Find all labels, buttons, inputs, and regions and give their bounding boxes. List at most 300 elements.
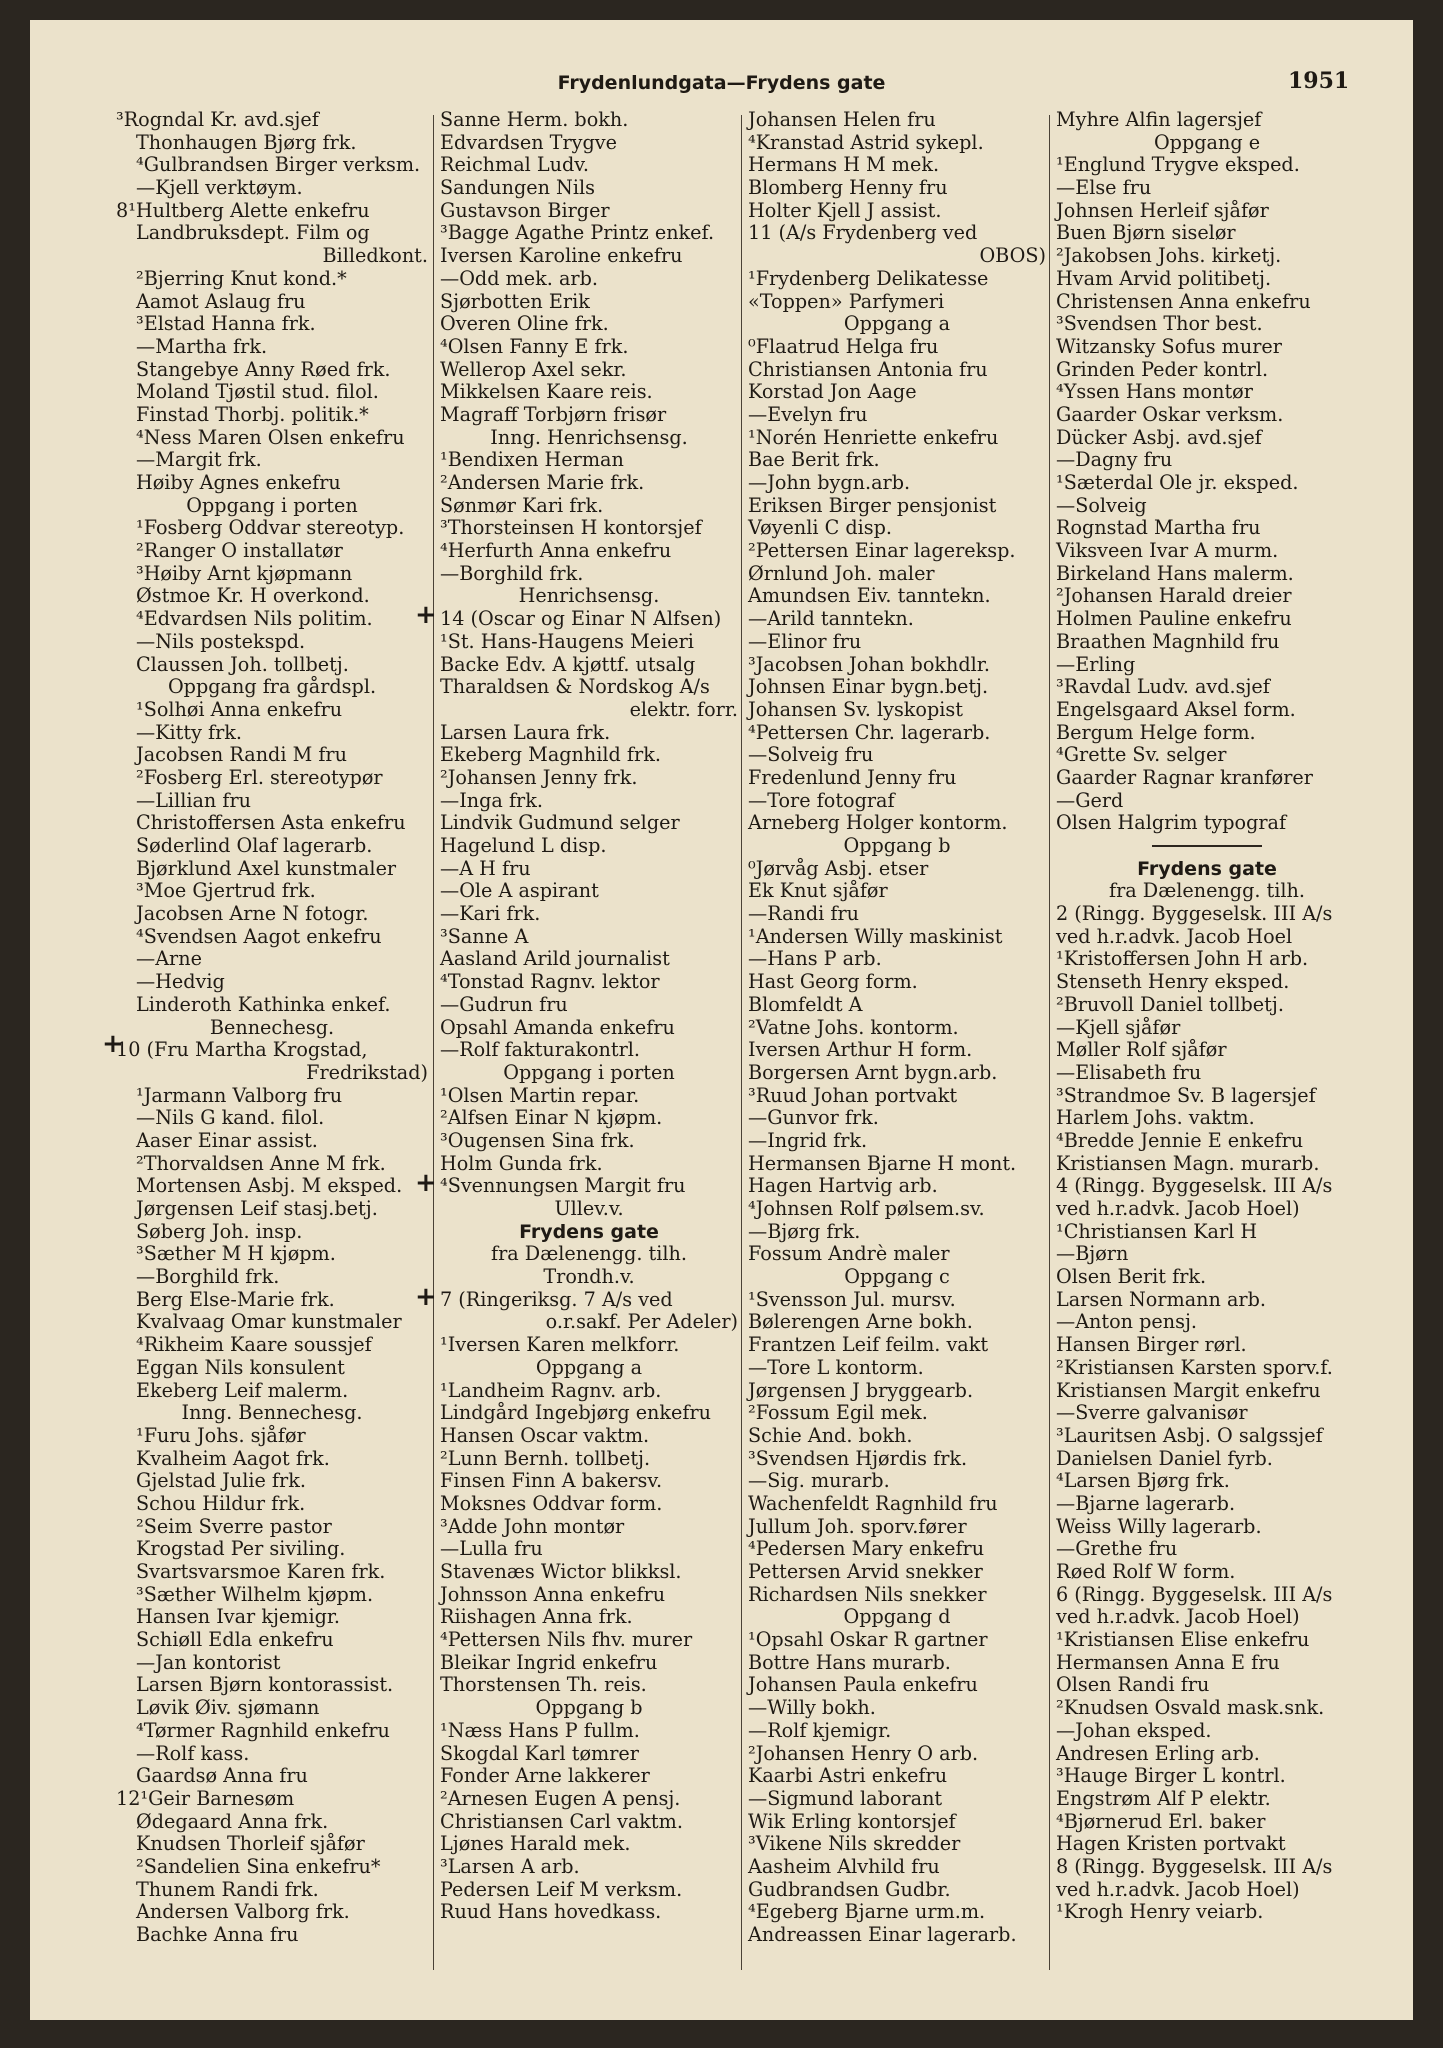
directory-entry: —Borghild frk.: [440, 561, 584, 585]
building-entry: 14 (Oscar og Einar N Alfsen): [440, 607, 722, 631]
directory-entry: Bachke Anna fru: [136, 1923, 299, 1946]
directory-entry: Fossum Andrè maler: [748, 1242, 950, 1266]
directory-entry: Kristiansen Margit enkefru: [1056, 1378, 1321, 1402]
directory-entry: Andersen Valborg frk.: [136, 1900, 350, 1924]
section-label: Trondh.v.: [543, 1265, 635, 1289]
directory-entry: ²Seim Sverre pastor: [136, 1514, 332, 1538]
directory-entry: ²Vatne Johs. kontorm.: [748, 1015, 959, 1039]
directory-entry: Fredenlund Jenny fru: [748, 765, 957, 789]
street-heading: Frydens gate: [1137, 857, 1277, 880]
directory-entry: ¹Solhøi Anna enkefru: [136, 697, 343, 721]
directory-entry: Richardsen Nils snekker: [748, 1582, 987, 1606]
directory-entry: ⁴Tørmer Ragnhild enkefru: [136, 1718, 390, 1742]
directory-entry: Mikkelsen Kaare reis.: [440, 380, 653, 404]
directory-entry: ²Johansen Harald dreier: [1056, 584, 1292, 608]
directory-entry: ²Sandelien Sina enkefru*: [136, 1854, 381, 1878]
directory-entry: Holter Kjell J assist.: [748, 198, 942, 222]
directory-entry: Sønmør Kari frk.: [440, 493, 604, 517]
directory-entry: —Ingrid frk.: [748, 1128, 868, 1152]
section-label: Oppgang a: [535, 1355, 643, 1379]
directory-entry: Olsen Halgrim typograf: [1056, 811, 1287, 835]
directory-entry: ¹Frydenberg Delikatesse: [748, 266, 989, 290]
directory-entry: Ek Knut sjåfør: [748, 879, 888, 903]
directory-entry: Svartsvarsmoe Karen frk.: [136, 1560, 386, 1583]
directory-entry: Christensen Anna enkefru: [1056, 289, 1311, 313]
directory-entry: Reichmal Ludv.: [440, 153, 589, 177]
section-label: Oppgang c: [844, 1265, 950, 1289]
directory-entry: Iversen Arthur H form.: [748, 1038, 973, 1062]
directory-entry: ²Bruvoll Daniel tollbetj.: [1056, 992, 1284, 1016]
section-label: Oppgang i porten: [186, 493, 358, 517]
directory-entry: —Solveig fru: [748, 743, 874, 767]
directory-entry: —Arne: [136, 947, 202, 971]
directory-entry: Ekeberg Leif malerm.: [136, 1378, 349, 1402]
directory-entry: Skogdal Karl tømrer: [440, 1741, 639, 1765]
cross-street-mark: +: [415, 1168, 437, 1198]
directory-entry: Kvalheim Aagot frk.: [136, 1446, 330, 1470]
directory-entry: ²Andersen Marie frk.: [440, 471, 645, 494]
directory-entry: ¹Englund Trygve eksped.: [1056, 153, 1300, 177]
directory-entry: ¹Bendixen Herman: [440, 448, 624, 472]
directory-entry: Jørgensen J bryggearb.: [748, 1378, 974, 1402]
directory-entry: Backe Edv. A kjøttf. utsalg: [440, 652, 696, 676]
directory-entry: ³Sæther M H kjøpm.: [136, 1242, 336, 1266]
entry-continuation: Fredrikstad): [306, 1060, 428, 1084]
directory-entry: Sanne Herm. bokh.: [440, 108, 629, 131]
directory-entry: ⁴Herfurth Anna enkefru: [440, 539, 672, 563]
directory-entry: Stenseth Henry eksped.: [1056, 970, 1290, 994]
directory-entry: Borgersen Arnt bygn.arb.: [748, 1060, 998, 1084]
directory-entry: Riishagen Anna frk.: [440, 1605, 633, 1629]
building-entry: 11 (A/s Frydenberg ved: [748, 221, 978, 245]
directory-entry: ²Ranger O installatør: [136, 539, 343, 563]
directory-entry: —Tore fotograf: [748, 788, 895, 812]
building-entry: 12¹Geir Barnesøm: [116, 1786, 295, 1810]
directory-entry: ⁴Pedersen Mary enkefru: [748, 1537, 985, 1561]
directory-entry: —Ole A aspirant: [440, 879, 599, 903]
directory-entry: Wachenfeldt Ragnhild fru: [748, 1491, 998, 1515]
directory-entry: Bergum Helge form.: [1056, 720, 1256, 744]
directory-entry: Hermansen Anna E fru: [1056, 1650, 1280, 1674]
section-label: Bennechesg.: [209, 1015, 335, 1039]
directory-column-2: [440, 109, 738, 1924]
directory-entry: ved h.r.advk. Jacob Hoel): [1056, 1197, 1300, 1220]
directory-entry: Pedersen Leif M verksm.: [440, 1877, 683, 1901]
section-label: Ullev.v.: [554, 1197, 624, 1220]
directory-entry: Korstad Jon Aage: [748, 380, 917, 404]
directory-entry: Overen Oline frk.: [440, 312, 609, 336]
directory-entry: —Kari frk.: [440, 902, 541, 926]
directory-entry: ⁴Ness Maren Olsen enkefru: [136, 425, 405, 449]
directory-entry: ⁰Flaatrud Helga fru: [748, 334, 939, 358]
directory-entry: Bjørklund Axel kunstmaler: [136, 856, 397, 880]
directory-entry: —Tore L kontorm.: [748, 1355, 924, 1379]
directory-entry: Ørnlund Joh. maler: [748, 561, 935, 585]
directory-entry: ²Bjerring Knut kond.*: [136, 266, 347, 290]
directory-entry: ¹St. Hans-Haugens Meieri: [440, 629, 694, 653]
directory-entry: ¹Christiansen Karl H: [1056, 1219, 1258, 1243]
directory-entry: ³Høiby Arnt kjøpmann: [136, 561, 353, 585]
directory-entry: —Inga frk.: [440, 788, 543, 812]
directory-entry: ³Vikene Nils skredder: [748, 1832, 961, 1856]
directory-entry: —Sverre galvanisør: [1056, 1401, 1248, 1425]
directory-entry: ²Fossum Egil mek.: [748, 1401, 928, 1425]
directory-entry: Hagen Hartvig arb.: [748, 1174, 938, 1198]
directory-entry: Hagen Kristen portvakt: [1056, 1832, 1286, 1856]
directory-entry: —Sigmund laborant: [748, 1786, 943, 1810]
directory-entry: Bae Berit frk.: [748, 448, 880, 472]
street-heading: Frydens gate: [519, 1220, 659, 1243]
section-label: Oppgang d: [843, 1605, 951, 1629]
cross-street-mark: +: [102, 1029, 124, 1059]
directory-entry: —Rolf kass.: [136, 1741, 250, 1765]
directory-entry: ²Pettersen Einar lagereksp.: [748, 539, 1016, 563]
directory-entry: Jacobsen Arne N fotogr.: [136, 902, 369, 926]
section-divider: [1056, 835, 1358, 858]
directory-entry: Høiby Agnes enkefru: [136, 471, 341, 494]
directory-entry: Pettersen Arvid snekker: [748, 1560, 983, 1583]
directory-entry: —Nils G kand. filol.: [136, 1106, 325, 1130]
directory-entry: ⁰Jørvåg Asbj. etser: [748, 856, 929, 880]
directory-entry: ⁴Pettersen Chr. lagerarb.: [748, 720, 991, 744]
directory-entry: Møller Rolf sjåfør: [1056, 1038, 1227, 1062]
directory-entry: Linderoth Kathinka enkef.: [136, 992, 391, 1016]
directory-entry: Edvardsen Trygve: [440, 130, 617, 154]
directory-entry: ³Bagge Agathe Printz enkef.: [440, 221, 715, 245]
section-label: Henrichsensg.: [518, 584, 660, 608]
directory-entry: Schou Hildur frk.: [136, 1491, 306, 1515]
directory-entry: —John bygn.arb.: [748, 471, 911, 494]
directory-entry: Hast Georg form.: [748, 970, 918, 994]
entry-continuation: OBOS): [979, 244, 1046, 268]
building-entry: 10 (Fru Martha Krogstad,: [116, 1038, 368, 1062]
directory-entry: ³Elstad Hanna frk.: [136, 312, 316, 336]
directory-entry: Claussen Joh. tollbetj.: [136, 652, 349, 676]
directory-entry: Gaardsø Anna fru: [136, 1764, 308, 1788]
directory-entry: Gudbrandsen Gudbr.: [748, 1877, 951, 1901]
directory-entry: ¹Sæterdal Ole jr. eksped.: [1056, 471, 1299, 494]
directory-entry: Bottre Hans murarb.: [748, 1650, 951, 1674]
directory-entry: ⁴Rikheim Kaare soussjef: [136, 1333, 372, 1357]
directory-entry: Ljønes Harald mek.: [440, 1832, 631, 1856]
directory-entry: —Lillian fru: [136, 788, 252, 812]
directory-entry: —Arild tanntekn.: [748, 607, 914, 631]
directory-entry: Aaser Einar assist.: [136, 1128, 318, 1152]
directory-entry: Braathen Magnhild fru: [1056, 629, 1280, 653]
directory-entry: Gjelstad Julie frk.: [136, 1469, 306, 1493]
directory-entry: Christoffersen Asta enkefru: [136, 811, 406, 835]
directory-entry: Magraff Torbjørn frisør: [440, 402, 667, 426]
directory-entry: Arneberg Holger kontorm.: [748, 811, 1008, 835]
directory-entry: —Randi fru: [748, 902, 860, 926]
directory-entry: ⁴Grette Sv. selger: [1056, 743, 1227, 767]
directory-entry: Tharaldsen & Nordskog A/s: [440, 675, 710, 699]
directory-entry: ¹Kristoffersen John H arb.: [1056, 947, 1309, 971]
directory-entry: —Grethe fru: [1056, 1537, 1178, 1561]
directory-entry: —Borghild frk.: [136, 1265, 280, 1289]
directory-entry: Schiøll Edla enkefru: [136, 1628, 334, 1652]
building-entry: ³Rogndal Kr. avd.sjef: [116, 108, 319, 131]
directory-entry: —Gerd: [1056, 788, 1124, 812]
directory-entry: —Erling: [1056, 652, 1136, 676]
directory-entry: ³Sæther Wilhelm kjøpm.: [136, 1582, 374, 1606]
directory-entry: Johnsen Herleif sjåfør: [1056, 198, 1269, 222]
directory-entry: ²Kristiansen Karsten sporv.f.: [1056, 1355, 1333, 1379]
directory-entry: Buen Bjørn siselør: [1056, 221, 1236, 245]
directory-entry: ³Strandmoe Sv. B lagersjef: [1056, 1083, 1316, 1107]
directory-entry: —Else fru: [1056, 176, 1152, 200]
directory-entry: Wellerop Axel sekr.: [440, 357, 627, 381]
directory-entry: ⁴Yssen Hans montør: [1056, 380, 1253, 404]
directory-entry: Frantzen Leif feilm. vakt: [748, 1333, 989, 1357]
directory-entry: ⁴Gulbrandsen Birger verksm.: [136, 153, 421, 177]
directory-entry: Kaarbi Astri enkefru: [748, 1764, 948, 1788]
directory-entry: ved h.r.advk. Jacob Hoel): [1056, 1877, 1300, 1901]
directory-entry: Sandungen Nils: [440, 176, 595, 200]
directory-entry: Gustavson Birger: [440, 198, 610, 222]
building-entry: 6 (Ringg. Byggeselsk. III A/s: [1056, 1582, 1333, 1606]
directory-entry: Ekeberg Magnhild frk.: [440, 743, 661, 767]
directory-entry: Viksveen Ivar A murm.: [1056, 539, 1279, 563]
directory-entry: Schie And. bokh.: [748, 1423, 913, 1447]
column-rule: [741, 115, 742, 1970]
directory-entry: Røed Rolf W form.: [1056, 1560, 1236, 1583]
section-label: Oppgang b: [535, 1696, 643, 1720]
directory-entry: ²Johansen Henry O arb.: [748, 1741, 979, 1765]
directory-entry: ³Lauritsen Asbj. O salgssjef: [1056, 1423, 1323, 1447]
directory-entry: Bølerengen Arne bokh.: [748, 1310, 973, 1334]
directory-entry: Christiansen Antonia fru: [748, 357, 988, 381]
directory-entry: ¹Næss Hans P fullm.: [440, 1718, 640, 1742]
directory-entry: ³Jacobsen Johan bokhdlr.: [748, 652, 990, 676]
directory-entry: ²Thorvaldsen Anne M frk.: [136, 1151, 386, 1175]
directory-entry: Hermans H M mek.: [748, 153, 940, 177]
entry-continuation: Billedkont.: [322, 244, 428, 268]
directory-entry: —Anton pensj.: [1056, 1310, 1198, 1334]
directory-entry: —Lulla fru: [440, 1537, 543, 1561]
column-rule: [1049, 115, 1050, 1970]
directory-entry: ³Thorsteinsen H kontorsjef: [440, 516, 702, 540]
directory-entry: —Gudrun fru: [440, 992, 568, 1016]
directory-entry: Jørgensen Leif stasj.betj.: [136, 1197, 378, 1220]
directory-entry: —Nils postekspd.: [136, 629, 306, 653]
section-label: Oppgang b: [843, 834, 951, 857]
directory-entry: Finstad Thorbj. politik.*: [136, 402, 369, 426]
directory-entry: Christiansen Carl vaktm.: [440, 1809, 683, 1833]
directory-entry: ²Knudsen Osvald mask.snk.: [1056, 1696, 1325, 1720]
directory-entry: —Hans P arb.: [748, 947, 882, 971]
directory-entry: Krogstad Per siviling.: [136, 1537, 346, 1561]
directory-entry: Mortensen Asbj. M eksped.: [136, 1174, 403, 1198]
directory-entry: —Rolf fakturakontrl.: [440, 1038, 641, 1062]
directory-entry: Andresen Erling arb.: [1056, 1741, 1260, 1765]
directory-entry: Stangebye Anny Røed frk.: [136, 357, 391, 381]
directory-entry: Johnsson Anna enkefru: [440, 1582, 666, 1606]
directory-column-4: [1056, 109, 1358, 1924]
directory-entry: ¹Jarmann Valborg fru: [136, 1083, 343, 1107]
directory-page: [30, 20, 1413, 2020]
directory-entry: ¹Fosberg Oddvar stereotyp.: [136, 516, 405, 540]
directory-entry: ²Fosberg Erl. stereotypør: [136, 765, 383, 789]
directory-entry: ³Ruud Johan portvakt: [748, 1083, 958, 1107]
directory-entry: Thunem Randi frk.: [136, 1877, 319, 1901]
directory-entry: Birkeland Hans malerm.: [1056, 561, 1294, 585]
directory-entry: Lindgård Ingebjørg enkefru: [440, 1401, 712, 1425]
building-entry: 4 (Ringg. Byggeselsk. III A/s: [1056, 1174, 1333, 1198]
building-entry: 7 (Ringeriksg. 7 A/s ved: [440, 1287, 673, 1311]
section-label: fra Dælenengg. tilh.: [1109, 879, 1305, 903]
directory-entry: ved h.r.advk. Jacob Hoel: [1056, 924, 1293, 948]
directory-entry: —Martha frk.: [136, 334, 268, 358]
directory-entry: Amundsen Eiv. tanntekn.: [748, 584, 991, 608]
directory-entry: ¹Furu Johs. sjåfør: [136, 1423, 306, 1447]
directory-entry: Bleikar Ingrid enkefru: [440, 1650, 658, 1674]
directory-entry: ⁴Johnsen Rolf pølsem.sv.: [748, 1197, 985, 1220]
directory-entry: ved h.r.advk. Jacob Hoel): [1056, 1605, 1300, 1629]
directory-entry: Olsen Randi fru: [1056, 1673, 1210, 1697]
directory-entry: ¹Norén Henriette enkefru: [748, 425, 999, 449]
directory-entry: —Bjørn: [1056, 1242, 1129, 1266]
cross-street-mark: +: [415, 600, 437, 630]
cross-street-mark: +: [415, 1282, 437, 1312]
directory-entry: Opsahl Amanda enkefru: [440, 1015, 675, 1039]
directory-entry: ¹Andersen Willy maskinist: [748, 924, 1003, 948]
directory-entry: Engstrøm Alf P elektr.: [1056, 1786, 1271, 1810]
directory-entry: Hvam Arvid politibetj.: [1056, 266, 1272, 290]
entry-continuation: elektr. forr.: [629, 697, 738, 721]
directory-entry: Knudsen Thorleif sjåfør: [136, 1832, 365, 1856]
directory-entry: Johansen Paula enkefru: [748, 1673, 978, 1697]
directory-entry: —Hedvig: [136, 970, 225, 994]
directory-entry: Kvalvaag Omar kunstmaler: [136, 1310, 402, 1334]
directory-entry: Aasland Arild journalist: [440, 947, 670, 971]
directory-entry: —Johan eksped.: [1056, 1718, 1212, 1742]
directory-entry: —Bjørg frk.: [748, 1219, 861, 1243]
directory-entry: Weiss Willy lagerarb.: [1056, 1514, 1262, 1538]
directory-entry: Lindvik Gudmund selger: [440, 811, 680, 835]
directory-entry: ³Hauge Birger L kontrl.: [1056, 1764, 1286, 1788]
directory-entry: Andreassen Einar lagerarb.: [748, 1923, 1017, 1946]
directory-entry: ⁴Larsen Bjørg frk.: [1056, 1469, 1230, 1493]
directory-entry: Sjørbotten Erik: [440, 289, 590, 313]
directory-column-1: [116, 109, 428, 1947]
directory-entry: Kristiansen Magn. murarb.: [1056, 1151, 1320, 1175]
directory-entry: —A H fru: [440, 856, 531, 880]
directory-entry: Iversen Karoline enkefru: [440, 244, 683, 268]
directory-entry: Myhre Alfin lagersjef: [1056, 108, 1262, 131]
directory-entry: ⁴Kranstad Astrid sykepl.: [748, 130, 984, 154]
directory-entry: Hansen Oscar vaktm.: [440, 1423, 650, 1447]
directory-entry: Aasheim Alvhild fru: [748, 1854, 940, 1878]
directory-entry: Holmen Pauline enkefru: [1056, 607, 1292, 631]
directory-entry: Aamot Aslaug fru: [136, 289, 306, 313]
directory-entry: ²Jakobsen Johs. kirketj.: [1056, 244, 1282, 268]
directory-entry: ³Ougensen Sina frk.: [440, 1128, 635, 1152]
directory-entry: —Elinor fru: [748, 629, 862, 653]
directory-entry: —Bjarne lagerarb.: [1056, 1491, 1236, 1515]
directory-entry: —Gunvor frk.: [748, 1106, 879, 1130]
directory-entry: ¹Svensson Jul. mursv.: [748, 1287, 956, 1311]
directory-entry: ⁴Edvardsen Nils politim.: [136, 607, 373, 631]
directory-entry: ³Ravdal Ludv. avd.sjef: [1056, 675, 1270, 699]
directory-entry: —Evelyn fru: [748, 402, 868, 426]
directory-entry: Grinden Peder kontrl.: [1056, 357, 1269, 381]
section-label: Oppgang fra gårdspl.: [167, 675, 377, 699]
directory-entry: Eggan Nils konsulent: [136, 1355, 345, 1379]
section-label: Oppgang a: [843, 312, 951, 336]
directory-entry: ¹Landheim Ragnv. arb.: [440, 1378, 662, 1402]
directory-entry: Harlem Johs. vaktm.: [1056, 1106, 1255, 1130]
directory-entry: Larsen Bjørn kontorassist.: [136, 1673, 394, 1697]
directory-entry: Ødegaard Anna frk.: [136, 1809, 329, 1833]
directory-entry: Danielsen Daniel fyrb.: [1056, 1446, 1273, 1470]
running-head: Frydenlundgata—Frydens gate: [557, 72, 886, 94]
directory-entry: Søderlind Olaf lagerarb.: [136, 834, 373, 857]
directory-entry: Engelsgaard Aksel form.: [1056, 697, 1296, 721]
section-label: Inng. Henrichsensg.: [490, 425, 688, 449]
directory-entry: ³Adde John montør: [440, 1514, 625, 1538]
directory-entry: Gaarder Oskar verksm.: [1056, 402, 1284, 426]
directory-entry: ²Alfsen Einar N kjøpm.: [440, 1106, 663, 1130]
directory-entry: Eriksen Birger pensjonist: [748, 493, 997, 517]
directory-entry: ³Larsen A arb.: [440, 1854, 580, 1878]
directory-entry: Blomberg Henny fru: [748, 176, 948, 200]
directory-entry: —Jan kontorist: [136, 1650, 281, 1674]
directory-entry: Ruud Hans hovedkass.: [440, 1900, 662, 1924]
section-label: fra Dælenengg. tilh.: [491, 1242, 687, 1266]
directory-entry: Vøyenli C disp.: [748, 516, 892, 540]
directory-entry: Moksnes Oddvar form.: [440, 1491, 663, 1515]
directory-entry: Stavenæs Wictor blikksl.: [440, 1560, 682, 1583]
directory-entry: ¹Krogh Henry veiarb.: [1056, 1900, 1264, 1924]
directory-entry: Thorstensen Th. reis.: [440, 1673, 647, 1697]
building-entry: 8¹Hultberg Alette enkefru: [116, 198, 370, 222]
directory-entry: Witzansky Sofus murer: [1056, 334, 1282, 358]
directory-entry: Blomfeldt A: [748, 992, 863, 1016]
directory-entry: ⁴Bjørnerud Erl. baker: [1056, 1809, 1266, 1833]
directory-entry: Larsen Normann arb.: [1056, 1287, 1266, 1311]
directory-entry: Wik Erling kontorsjef: [748, 1809, 956, 1833]
directory-entry: ⁴Olsen Fanny E frk.: [440, 334, 629, 358]
directory-entry: ⁴Svennungsen Margit fru: [440, 1174, 686, 1198]
directory-entry: —Kjell verktøym.: [136, 176, 303, 200]
directory-entry: ³Svendsen Thor best.: [1056, 312, 1263, 336]
directory-entry: Hansen Ivar kjemigr.: [136, 1605, 341, 1629]
directory-entry: —Sig. murarb.: [748, 1469, 890, 1493]
directory-entry: Berg Else-Marie frk.: [136, 1287, 335, 1311]
directory-entry: Hansen Birger rørl.: [1056, 1333, 1247, 1357]
entry-continuation: o.r.sakf. Per Adeler): [545, 1310, 738, 1334]
directory-entry: Gaarder Ragnar kranfører: [1056, 765, 1313, 789]
building-entry: 8 (Ringg. Byggeselsk. III A/s: [1056, 1854, 1333, 1878]
directory-entry: Søberg Joh. insp.: [136, 1219, 303, 1243]
directory-entry: Dücker Asbj. avd.sjef: [1056, 425, 1262, 449]
directory-entry: Olsen Berit frk.: [1056, 1265, 1207, 1289]
directory-entry: «Toppen» Parfymeri: [748, 289, 945, 313]
directory-entry: Hermansen Bjarne H mont.: [748, 1151, 1017, 1175]
directory-entry: —Kitty frk.: [136, 720, 243, 744]
directory-entry: ²Lunn Bernh. tollbetj.: [440, 1446, 651, 1470]
directory-entry: —Willy bokh.: [748, 1696, 876, 1720]
section-label: Oppgang i porten: [503, 1060, 675, 1084]
building-entry: 2 (Ringg. Byggeselsk. III A/s: [1056, 902, 1333, 926]
directory-entry: Johansen Helen fru: [748, 108, 936, 131]
directory-entry: ⁴Bredde Jennie E enkefru: [1056, 1128, 1304, 1152]
directory-entry: Hagelund L disp.: [440, 834, 607, 857]
directory-entry: ²Johansen Jenny frk.: [440, 765, 638, 789]
directory-entry: ¹Olsen Martin repar.: [440, 1083, 640, 1107]
directory-entry: Østmoe Kr. H overkond.: [136, 584, 370, 608]
